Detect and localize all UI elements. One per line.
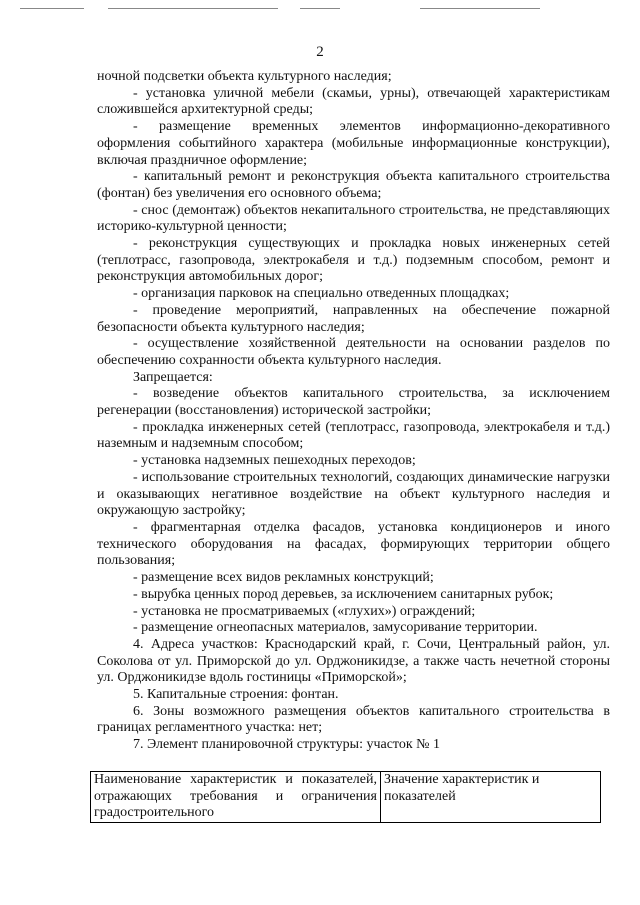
- paragraph: 7. Элемент планировочной структуры: участок № 1: [133, 737, 441, 753]
- paragraph: 5. Капитальные строения: фонтан.: [133, 687, 339, 703]
- paragraph: 4. Адреса участков: Краснодарский край, г. Сочи, Центральный район, ул. Соколова от ул. Приморской до ул. Орджоникидзе, а также часть нечетной стороны ул. Орджоникидзе вдоль гостиницы «Приморской»;: [97, 636, 610, 686]
- paragraph: - возведение объектов капитального строительства, за исключением регенерации (восстановления) исторической застройки;: [97, 386, 610, 419]
- page-number: 2: [316, 44, 324, 60]
- document-body: [97, 69, 610, 754]
- paragraph: Запрещается:: [133, 369, 213, 385]
- paragraph: - размещение огнеопасных материалов, замусоривание территории.: [133, 620, 538, 636]
- paragraph: - организация парковок на специально отведенных площадках;: [133, 286, 510, 302]
- table-header-values: Значение характеристик и показателей: [381, 772, 601, 823]
- paragraph: - проведение мероприятий, направленных на обеспечение пожарной безопасности объекта культурного наследия;: [97, 302, 610, 335]
- paragraph: - размещение всех видов рекламных конструкций;: [133, 570, 434, 586]
- paragraph: - реконструкция существующих и прокладка новых инженерных сетей (теплотрасс, газопровода, электрокабеля и т.д.) подземным способом, ремонт и реконструкция автомобильных дорог;: [97, 236, 610, 285]
- paragraph: - вырубка ценных пород деревьев, за исключением санитарных рубок;: [133, 586, 554, 602]
- scan-edge-line: [108, 8, 278, 9]
- paragraph: - использование строительных технологий, создающих динамические нагрузки и оказывающих негативное воздействие на объект культурного наследия и окружающую застройку;: [97, 469, 610, 519]
- paragraph: - прокладка инженерных сетей (теплотрасс, газопровода, электрокабеля и т.д.) наземным и надземным способом;: [97, 419, 610, 452]
- table-header-characteristics: Наименование характеристик и показателей, отражающих требования и ограничения градостроительного: [91, 772, 381, 823]
- paragraph: - снос (демонтаж) объектов некапитального строительства, не представляющих историко-культурной ценности;: [97, 202, 610, 235]
- scan-edge-line: [20, 8, 84, 9]
- paragraph: ночной подсветки объекта культурного наследия;: [97, 69, 392, 84]
- characteristics-table: [90, 771, 601, 823]
- paragraph: - установка надземных пешеходных переходов;: [133, 453, 416, 469]
- paragraph: - установка не просматриваемых («глухих») ограждений;: [133, 603, 476, 619]
- table-row: [91, 772, 601, 823]
- paragraph: - осуществление хозяйственной деятельности на основании разделов по обеспечению сохранности объекта культурного наследия.: [97, 336, 610, 368]
- scan-edge-line: [420, 8, 540, 9]
- scan-edge-line: [300, 8, 340, 9]
- paragraph: - капитальный ремонт и реконструкция объекта капитального строительства (фонтан) без увеличения его основного объема;: [97, 169, 610, 201]
- paragraph: - установка уличной мебели (скамьи, урны), отвечающей характеристикам сложившейся архитектурной среды;: [97, 85, 610, 118]
- paragraph: - размещение временных элементов информационно-декоративного оформления событийного характера (мобильные информационные конструкции), включая праздничное оформление;: [97, 119, 610, 168]
- paragraph: - фрагментарная отделка фасадов, установка кондиционеров и иного технического оборудования на фасадах, формирующих территории общего пользования;: [97, 519, 610, 569]
- paragraph: 6. Зоны возможного размещения объектов капитального строительства в границах регламентного участка: нет;: [97, 703, 610, 736]
